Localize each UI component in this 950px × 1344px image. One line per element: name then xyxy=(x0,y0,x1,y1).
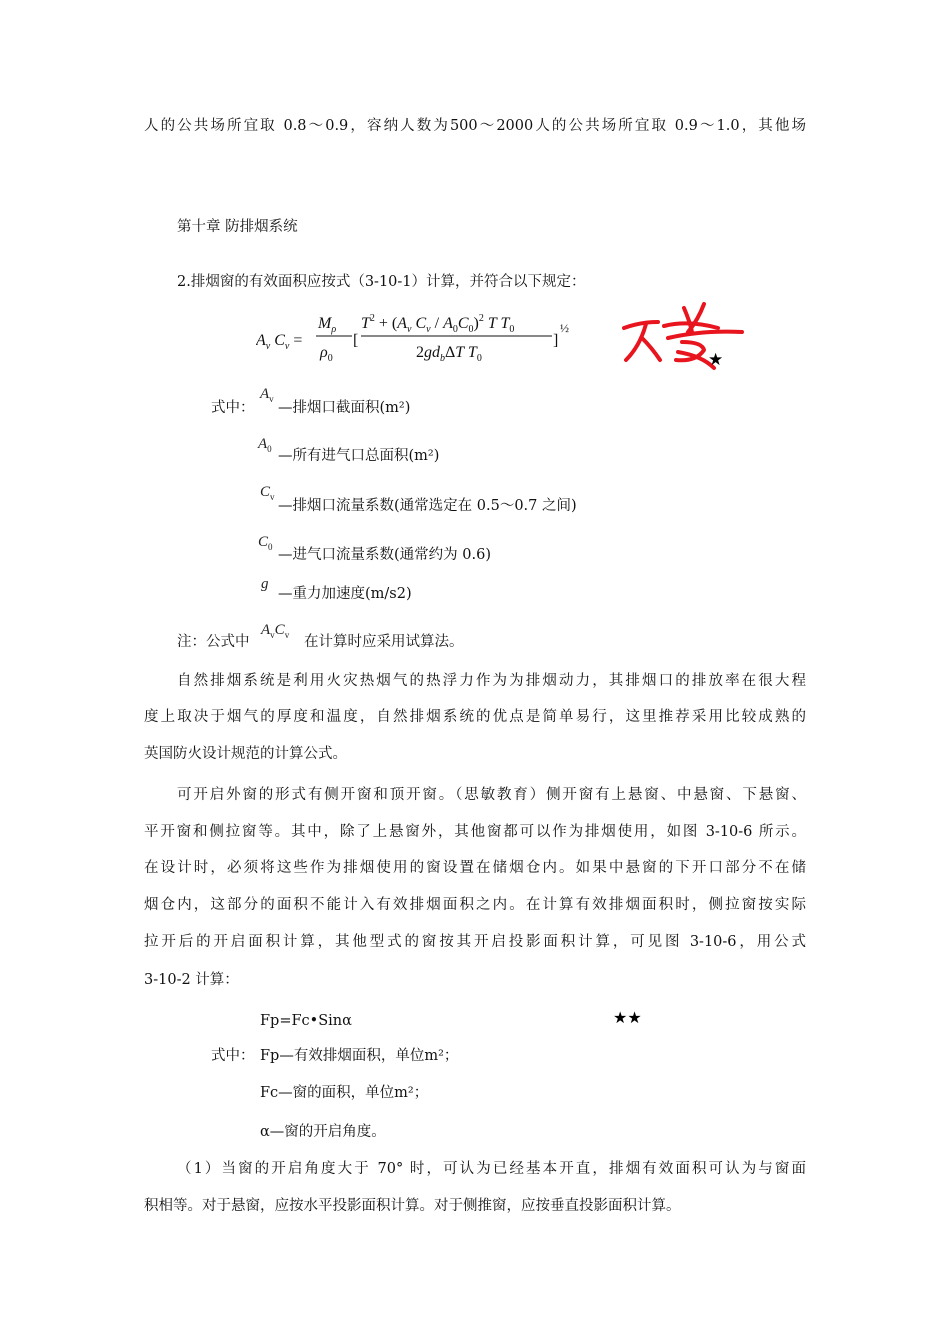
definition-g: —重力加速度(m/s2) xyxy=(278,586,412,602)
paragraph-1-line-2: 度上取决于烟气的厚度和温度，自然排烟系统的优点是简单易行，这里推荐采用比较成熟的 xyxy=(144,709,806,725)
svg-text:½: ½ xyxy=(560,321,569,335)
svg-text:T2 + (Av Cv / A0C0)2 T T0: $T^2 + (A_v$ $C_v / A_0C_0)^2$ T $T_0$ xyxy=(361,313,515,335)
paragraph-2-line-4: 烟仓内，这部分的面积不能计入有效排烟面积之内。在计算有效排烟面积时，侧拉窗按实际 xyxy=(144,897,806,913)
where-alpha: α—窗的开启角度。 xyxy=(260,1124,386,1140)
paragraph-1-line-1: 自然排烟系统是利用火灾热烟气的热浮力作为为排烟动力，其排烟口的排放率在很大程 xyxy=(177,673,806,689)
svg-text:Mρ: $M_\rho$ xyxy=(318,315,337,335)
paragraph-3-line-1: （1）当窗的开启角度大于 70° 时，可认为已经基本开直，排烟有效面积可认为与窗面 xyxy=(177,1161,806,1177)
paragraph-2-line-1: 可开启外窗的形式有侧开窗和顶开窗。（思敏教育）侧开窗有上悬窗、中悬窗、下悬窗、 xyxy=(177,787,806,803)
formula-lhs: $A_v$ $C_v$ = xyxy=(256,332,303,352)
note-suffix: 在计算时应采用试算法。 xyxy=(304,634,464,650)
symbol-cv: $C_v$ xyxy=(260,484,275,502)
handwritten-annotation xyxy=(618,298,746,374)
where-fc: Fc—窗的面积，单位m²； xyxy=(260,1085,429,1101)
definition-cv: —排烟口流量系数(通常选定在 0.5～0.7 之间) xyxy=(278,498,577,514)
formula-fp: Fp=Fc•Sinα xyxy=(260,1013,352,1029)
svg-text:]: ] xyxy=(553,332,559,349)
paragraph-2-line-3: 在设计时，必须将这些作为排烟使用的窗设置在储烟仓内。如果中悬窗的下开口部分不在储 xyxy=(144,860,806,876)
paragraph-2-line-6: 3-10-2 计算： xyxy=(144,972,239,988)
text-line-top: 人的公共场所宜取 0.8～0.9，容纳人数为500～2000人的公共场所宜取 0.9～1.0，其他场 xyxy=(144,118,806,134)
paragraph-2-line-2: 平开窗和侧拉窗等。其中，除了上悬窗外，其他窗都可以作为排烟使用，如图 3-10-6 所示。 xyxy=(144,824,806,840)
paragraph-2-line-5: 拉开后的开启面积计算，其他型式的窗按其开启投影面积计算，可见图 3-10-6，用公式 xyxy=(144,934,806,950)
star-marker: ★ xyxy=(708,350,724,370)
symbol-avcv: $A_vC_v$ xyxy=(261,622,290,640)
where-lead: 式中： xyxy=(211,1048,255,1064)
smoke-vent-formula xyxy=(256,306,586,376)
definition-c0: —进气口流量系数(通常约为 0.6) xyxy=(278,547,491,563)
symbol-av: $A_v$ xyxy=(260,386,274,404)
paragraph-1-line-3: 英国防火设计规范的计算公式。 xyxy=(144,746,347,762)
paragraph-3-line-2: 积相等。对于悬窗，应按水平投影面积计算。对于侧推窗，应按垂直投影面积计算。 xyxy=(144,1198,681,1214)
where-fp: Fp—有效排烟面积，单位m²； xyxy=(260,1048,459,1064)
svg-text:2gdbΔT T0: $2gd_b\Delta T$ $T_0$ xyxy=(416,344,482,364)
symbol-c0: $C_0$ xyxy=(258,534,273,552)
symbol-g: g xyxy=(261,576,269,592)
note-prefix: 注：公式中 xyxy=(177,634,250,650)
item-2-text: 2.排烟窗的有效面积应按式（3-10-1）计算，并符合以下规定： xyxy=(177,274,586,290)
chapter-heading: 第十章 防排烟系统 xyxy=(177,219,298,235)
svg-text:[: [ xyxy=(353,332,359,349)
definition-av: —排烟口截面积(m²) xyxy=(278,400,411,416)
svg-text:ρ0: $\rho_0$ xyxy=(320,344,333,364)
definitions-lead: 式中： xyxy=(211,400,255,416)
double-star-marker: ★★ xyxy=(613,1008,642,1027)
definition-a0: —所有进气口总面积(m²) xyxy=(278,448,440,464)
symbol-a0: $A_0$ xyxy=(258,436,272,454)
